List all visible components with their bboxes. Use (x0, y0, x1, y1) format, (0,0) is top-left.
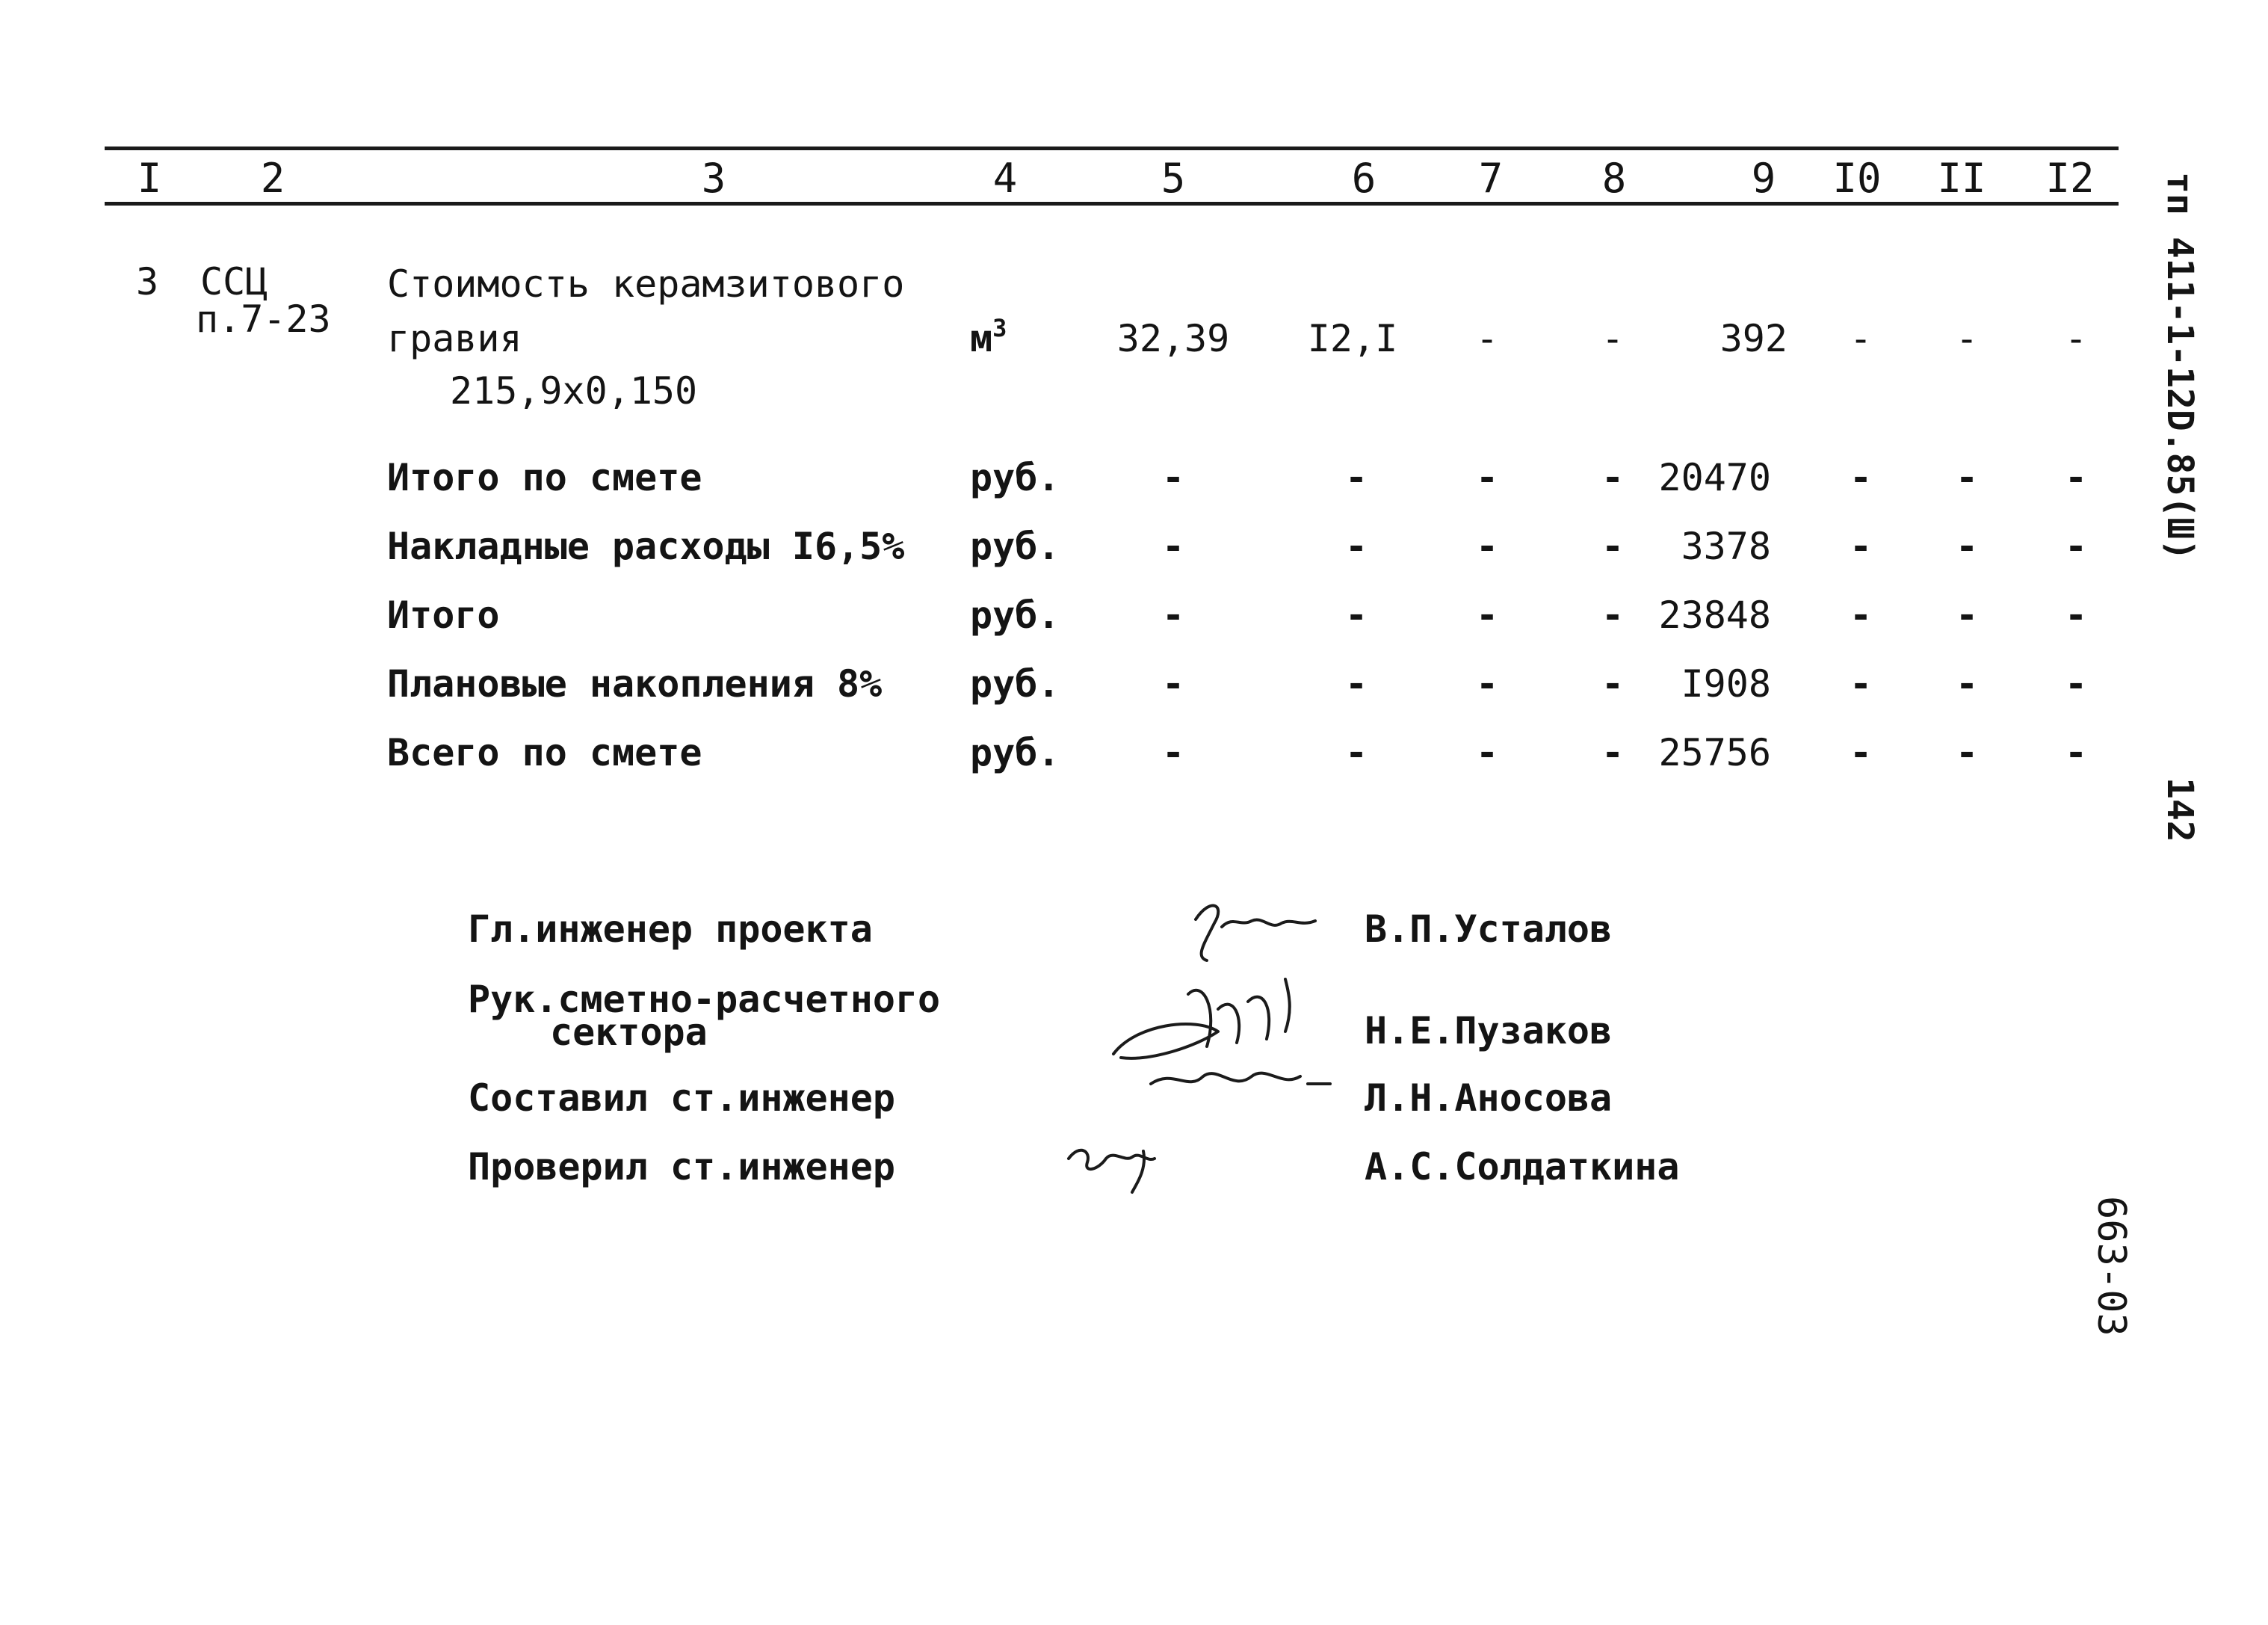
total-col12: - (2064, 456, 2088, 499)
item-col7: - (1475, 317, 1499, 360)
grand-total-col10: - (1849, 731, 1873, 774)
archive-number: 663-03 (2089, 1196, 2133, 1336)
subtotal-col11: - (1955, 593, 1979, 637)
signature-role-compiled-by: Составил ст.инженер (468, 1076, 895, 1120)
overhead-col6: - (1344, 525, 1368, 568)
column-header-11: II (1937, 155, 1986, 202)
overhead-col7: - (1475, 525, 1499, 568)
item-number: 3 (136, 260, 159, 303)
grand-total-col5: - (1161, 731, 1185, 774)
column-header-5: 5 (1161, 155, 1186, 202)
column-header-4: 4 (992, 155, 1018, 202)
item-col10: - (1849, 317, 1873, 360)
subtotal-col9: 23848 (1658, 593, 1771, 637)
column-header-3: 3 (701, 155, 726, 202)
grand-total-unit: руб. (970, 731, 1060, 774)
planned-savings-col9: I908 (1681, 662, 1771, 706)
subtotal-col10: - (1849, 593, 1873, 637)
column-header-7: 7 (1478, 155, 1504, 202)
overhead-unit: руб. (970, 525, 1060, 568)
column-header-2: 2 (260, 155, 285, 202)
subtotal-col8: - (1601, 593, 1625, 637)
item-col9: 392 (1719, 317, 1787, 360)
planned-savings-col8: - (1601, 662, 1625, 706)
subtotal-col5: - (1161, 593, 1185, 637)
total-label: Итого по смете (387, 456, 702, 499)
total-unit: руб. (970, 456, 1060, 499)
column-header-6: 6 (1351, 155, 1376, 202)
grand-total-col7: - (1475, 731, 1499, 774)
signature-role-sector-head: Рук.сметно-расчетного (468, 978, 941, 1021)
overhead-col9: 3378 (1681, 525, 1771, 568)
table-header-rule (105, 202, 2119, 206)
item-reference-source: ССЦ (200, 260, 268, 303)
signature-role-chief-engineer: Гл.инженер проекта (468, 907, 873, 951)
signature-name-chief-engineer: В.П.Усталов (1365, 907, 1613, 951)
total-col10: - (1849, 456, 1873, 499)
planned-savings-unit: руб. (970, 662, 1060, 706)
handwritten-signature-sector-head (1106, 964, 1345, 1121)
column-header-10: I0 (1832, 155, 1882, 202)
subtotal-unit: руб. (970, 593, 1060, 637)
signature-name-sector-head: Н.Е.Пузаков (1365, 1009, 1613, 1052)
item-unit: $м^3$ (970, 314, 1007, 360)
column-header-8: 8 (1601, 155, 1627, 202)
total-col8: - (1601, 456, 1625, 499)
overhead-col11: - (1955, 525, 1979, 568)
item-calculation: 215,9x0,150 (450, 369, 698, 413)
side-document-code: тп 411-1-12D.85(Ш) (2159, 172, 2201, 561)
item-col12: - (2064, 317, 2088, 360)
table-top-rule (105, 147, 2119, 150)
subtotal-col12: - (2064, 593, 2088, 637)
planned-savings-col11: - (1955, 662, 1979, 706)
grand-total-col11: - (1955, 731, 1979, 774)
overhead-col12: - (2064, 525, 2088, 568)
grand-total-col12: - (2064, 731, 2088, 774)
handwritten-signature-checked-by (1061, 1129, 1181, 1196)
signature-name-checked-by: А.С.Солдаткина (1365, 1145, 1680, 1188)
item-description: Стоимость керамзитового (387, 262, 905, 306)
item-col8: - (1601, 317, 1625, 360)
item-reference-clause: п.7-23 (196, 297, 331, 341)
item-col6: I2,I (1307, 317, 1398, 360)
handwritten-signature-chief-engineer (1181, 889, 1323, 972)
total-col9: 20470 (1658, 456, 1771, 499)
page-number: 142 (2159, 777, 2201, 842)
grand-total-col8: - (1601, 731, 1625, 774)
planned-savings-col10: - (1849, 662, 1873, 706)
overhead-col5: - (1161, 525, 1185, 568)
total-col11: - (1955, 456, 1979, 499)
subtotal-col7: - (1475, 593, 1499, 637)
signature-role-sector-head-cont: сектора (550, 1011, 708, 1054)
subtotal-label: Итого (387, 593, 500, 637)
column-header-9: 9 (1751, 155, 1776, 202)
total-col7: - (1475, 456, 1499, 499)
overhead-col8: - (1601, 525, 1625, 568)
overhead-col10: - (1849, 525, 1873, 568)
total-col5: - (1161, 456, 1185, 499)
signature-name-compiled-by: Л.Н.Аносова (1365, 1076, 1613, 1120)
total-col6: - (1344, 456, 1368, 499)
planned-savings-col6: - (1344, 662, 1368, 706)
signature-role-checked-by: Проверил ст.инженер (468, 1145, 895, 1188)
planned-savings-col12: - (2064, 662, 2088, 706)
item-description-cont: гравия (387, 317, 522, 360)
planned-savings-label: Плановые накопления 8% (387, 662, 883, 706)
grand-total-col9: 25756 (1658, 731, 1771, 774)
planned-savings-col7: - (1475, 662, 1499, 706)
item-col11: - (1955, 317, 1979, 360)
planned-savings-col5: - (1161, 662, 1185, 706)
overhead-label: Накладные расходы I6,5% (387, 525, 905, 568)
column-header-1: I (137, 155, 162, 202)
subtotal-col6: - (1344, 593, 1368, 637)
column-header-12: I2 (2045, 155, 2095, 202)
item-col5: 32,39 (1116, 317, 1230, 360)
grand-total-col6: - (1344, 731, 1368, 774)
grand-total-label: Всего по смете (387, 731, 702, 774)
